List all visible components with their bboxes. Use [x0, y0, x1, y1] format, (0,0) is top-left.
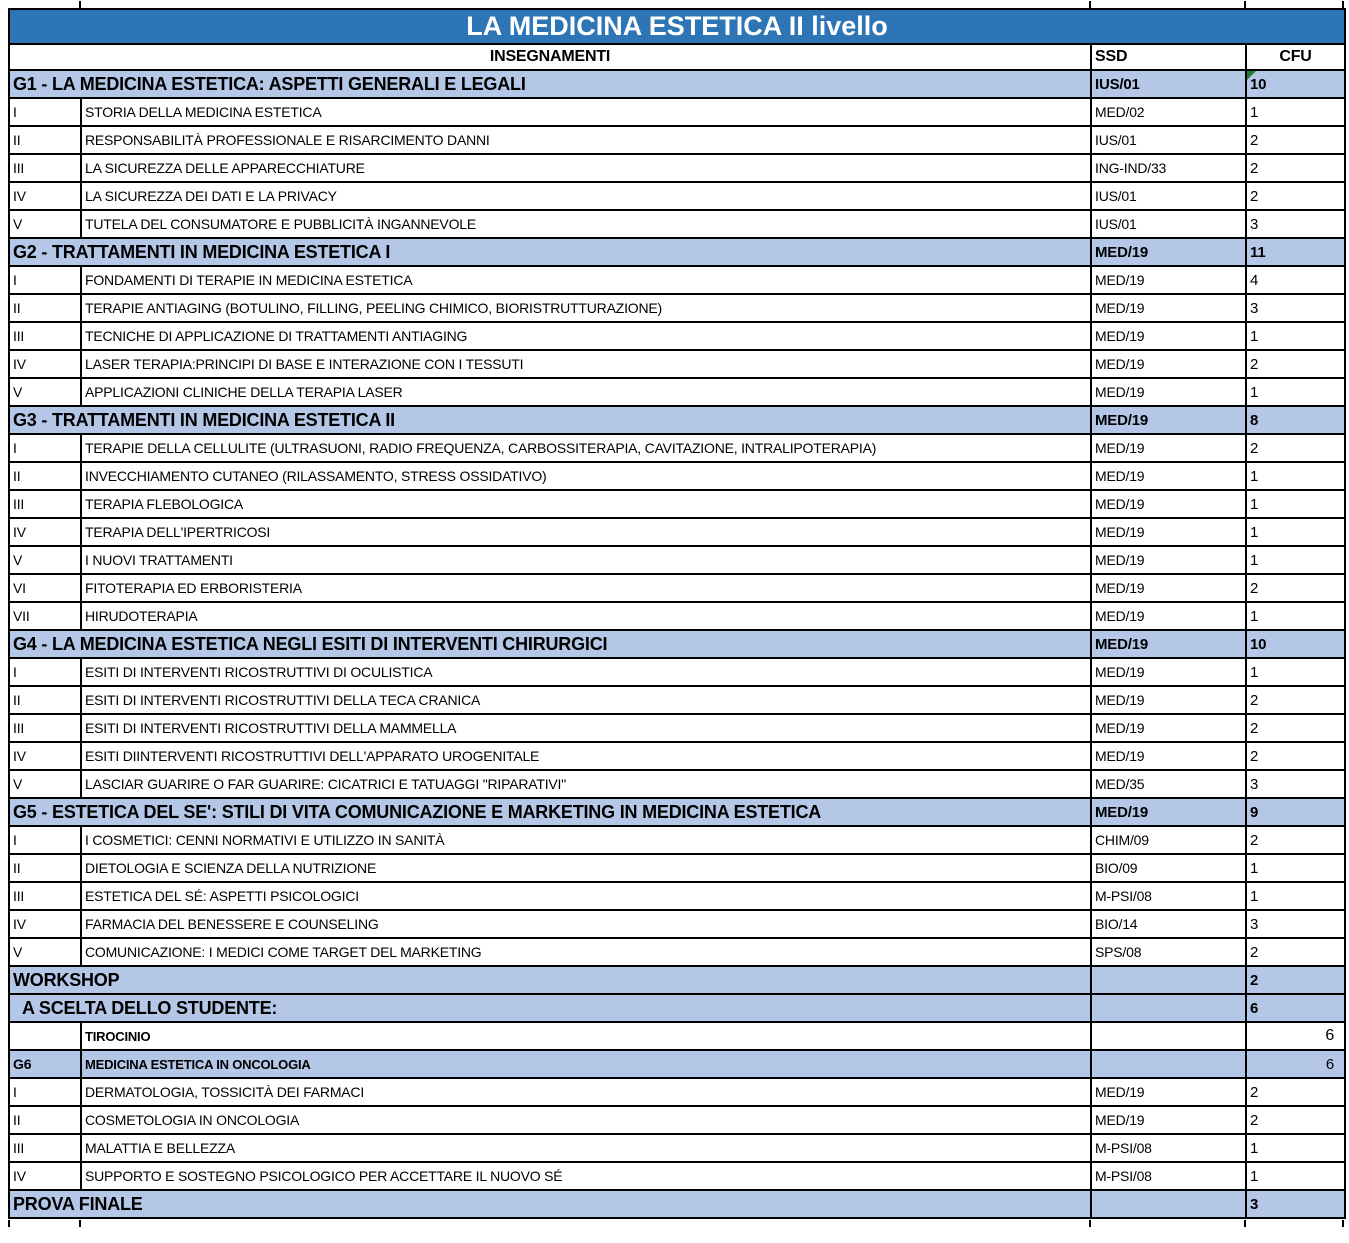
course-title: ESITI DI INTERVENTI RICOSTRUTTIVI DELLA MAMMELLA: [81, 714, 1091, 742]
cfu-value: 1: [1246, 1134, 1345, 1162]
course-title: INVECCHIAMENTO CUTANEO (RILASSAMENTO, STRESS OSSIDATIVO): [81, 462, 1091, 490]
row-number: I: [9, 266, 81, 294]
row-number: II: [9, 854, 81, 882]
cfu-value: 1: [1246, 546, 1345, 574]
cfu-value: 2: [1246, 938, 1345, 966]
row-number: IV: [9, 350, 81, 378]
gridline-tick: [1342, 1220, 1344, 1227]
cfu-value: 2: [1246, 350, 1345, 378]
cfu-value: 1: [1246, 602, 1345, 630]
cfu-value: 1: [1246, 490, 1345, 518]
course-row: [9, 826, 1345, 854]
ssd-value: [1091, 994, 1246, 1022]
ssd-value: M-PSI/08: [1091, 1162, 1246, 1190]
ssd-value: SPS/08: [1091, 938, 1246, 966]
cfu-value: 2: [1246, 574, 1345, 602]
cfu-value: 1: [1246, 658, 1345, 686]
cfu-value: 1: [1246, 462, 1345, 490]
section-row: [9, 1022, 1345, 1050]
cfu-value: 4: [1246, 266, 1345, 294]
section-row: [9, 966, 1345, 994]
course-row: [9, 854, 1345, 882]
course-row: [9, 658, 1345, 686]
gridline-tick: [1342, 1, 1344, 8]
ssd-value: IUS/01: [1091, 70, 1246, 98]
course-title: LASCIAR GUARIRE O FAR GUARIRE: CICATRICI E TATUAGGI "RIPARATIVI": [81, 770, 1091, 798]
bottom-gridline-ticks: [0, 1219, 1349, 1227]
ssd-value: IUS/01: [1091, 126, 1246, 154]
ssd-value: MED/19: [1091, 742, 1246, 770]
cfu-value: 1: [1246, 518, 1345, 546]
cfu-value: 10: [1246, 70, 1345, 98]
course-title: TERAPIA DELL'IPERTRICOSI: [81, 518, 1091, 546]
group-row-label: G1 - LA MEDICINA ESTETICA: ASPETTI GENERALI E LEGALI: [9, 70, 1091, 98]
section-row: [9, 70, 1345, 98]
cfu-value: 1: [1246, 378, 1345, 406]
row-number: III: [9, 882, 81, 910]
ssd-value: MED/02: [1091, 98, 1246, 126]
course-row: [9, 294, 1345, 322]
cfu-value: 1: [1246, 854, 1345, 882]
course-row: [9, 518, 1345, 546]
ssd-value: CHIM/09: [1091, 826, 1246, 854]
group-row-label: G2 - TRATTAMENTI IN MEDICINA ESTETICA I: [9, 238, 1091, 266]
course-row: [9, 1078, 1345, 1106]
course-row: [9, 686, 1345, 714]
ssd-value: M-PSI/08: [1091, 882, 1246, 910]
cfu-value: 3: [1246, 770, 1345, 798]
course-title: FONDAMENTI DI TERAPIE IN MEDICINA ESTETICA: [81, 266, 1091, 294]
course-row: [9, 154, 1345, 182]
section-row: [9, 1050, 1345, 1078]
course-title: TERAPIE ANTIAGING (BOTULINO, FILLING, PEELING CHIMICO, BIORISTRUTTURAZIONE): [81, 294, 1091, 322]
group-row-label: G3 - TRATTAMENTI IN MEDICINA ESTETICA II: [9, 406, 1091, 434]
course-row: [9, 1162, 1345, 1190]
ssd-value: MED/19: [1091, 350, 1246, 378]
cfu-value: 2: [1246, 826, 1345, 854]
row-number: II: [9, 126, 81, 154]
course-row: [9, 770, 1345, 798]
group-row-label: PROVA FINALE: [9, 1190, 1091, 1218]
section-row: [9, 1190, 1345, 1218]
ssd-value: MED/19: [1091, 714, 1246, 742]
row-number: V: [9, 378, 81, 406]
row-number: VI: [9, 574, 81, 602]
course-title: MALATTIA E BELLEZZA: [81, 1134, 1091, 1162]
group-row-label: A SCELTA DELLO STUDENTE:: [9, 994, 1091, 1022]
cfu-value: 2: [1246, 714, 1345, 742]
ssd-value: [1091, 1050, 1246, 1078]
ssd-value: ING-IND/33: [1091, 154, 1246, 182]
cfu-value: 2: [1246, 1106, 1345, 1134]
ssd-value: MED/19: [1091, 238, 1246, 266]
ssd-value: MED/19: [1091, 294, 1246, 322]
course-title: HIRUDOTERAPIA: [81, 602, 1091, 630]
cfu-value: 10: [1246, 630, 1345, 658]
course-title: COSMETOLOGIA IN ONCOLOGIA: [81, 1106, 1091, 1134]
row-number: II: [9, 294, 81, 322]
course-title: DERMATOLOGIA, TOSSICITÀ DEI FARMACI: [81, 1078, 1091, 1106]
course-row: [9, 910, 1345, 938]
row-number: I: [9, 434, 81, 462]
row-number: III: [9, 1134, 81, 1162]
course-title: SUPPORTO E SOSTEGNO PSICOLOGICO PER ACCETTARE IL NUOVO SÉ: [81, 1162, 1091, 1190]
gridline-tick: [79, 1220, 81, 1227]
cfu-value: 2: [1246, 966, 1345, 994]
ssd-value: MED/19: [1091, 798, 1246, 826]
course-row: [9, 210, 1345, 238]
section-row: [9, 630, 1345, 658]
cfu-value: 6: [1246, 994, 1345, 1022]
course-title: TERAPIA FLEBOLOGICA: [81, 490, 1091, 518]
ssd-value: MED/19: [1091, 490, 1246, 518]
course-title: ESITI DI INTERVENTI RICOSTRUTTIVI DELLA TECA CRANICA: [81, 686, 1091, 714]
row-number: III: [9, 714, 81, 742]
row-number: III: [9, 154, 81, 182]
column-header-row: [9, 44, 1345, 70]
cfu-value: 1: [1246, 98, 1345, 126]
row-number: IV: [9, 182, 81, 210]
ssd-value: MED/35: [1091, 770, 1246, 798]
ssd-value: IUS/01: [1091, 182, 1246, 210]
course-title: TUTELA DEL CONSUMATORE E PUBBLICITÀ INGANNEVOLE: [81, 210, 1091, 238]
course-title: FARMACIA DEL BENESSERE E COUNSELING: [81, 910, 1091, 938]
course-row: [9, 882, 1345, 910]
ssd-value: BIO/14: [1091, 910, 1246, 938]
ssd-value: [1091, 1022, 1246, 1050]
course-title: LA SICUREZZA DEI DATI E LA PRIVACY: [81, 182, 1091, 210]
gridline-tick: [1244, 1, 1246, 8]
course-title: TECNICHE DI APPLICAZIONE DI TRATTAMENTI ANTIAGING: [81, 322, 1091, 350]
ssd-value: MED/19: [1091, 574, 1246, 602]
row-number: II: [9, 462, 81, 490]
course-row: [9, 126, 1345, 154]
ssd-value: MED/19: [1091, 266, 1246, 294]
cfu-value: 2: [1246, 182, 1345, 210]
gridline-tick: [79, 1, 81, 8]
section-row: [9, 798, 1345, 826]
cfu-value: 3: [1246, 1190, 1345, 1218]
ssd-value: MED/19: [1091, 434, 1246, 462]
course-title: ESTETICA DEL SÉ: ASPETTI PSICOLOGICI: [81, 882, 1091, 910]
col-header-ssd: SSD: [1091, 44, 1246, 70]
ssd-value: MED/19: [1091, 518, 1246, 546]
cfu-value: 2: [1246, 686, 1345, 714]
row-number: IV: [9, 518, 81, 546]
ssd-value: MED/19: [1091, 546, 1246, 574]
ssd-value: IUS/01: [1091, 210, 1246, 238]
course-row: [9, 98, 1345, 126]
ssd-value: MED/19: [1091, 686, 1246, 714]
course-row: [9, 462, 1345, 490]
curriculum-table: [8, 8, 1346, 1219]
cfu-value: 1: [1246, 322, 1345, 350]
row-number: V: [9, 210, 81, 238]
title-row: [9, 9, 1345, 44]
ssd-value: MED/19: [1091, 658, 1246, 686]
cfu-value: 2: [1246, 742, 1345, 770]
row-number: I: [9, 1078, 81, 1106]
row-number: V: [9, 938, 81, 966]
course-title: ESITI DI INTERVENTI RICOSTRUTTIVI DI OCULISTICA: [81, 658, 1091, 686]
ssd-value: [1091, 1190, 1246, 1218]
group-row-label: MEDICINA ESTETICA IN ONCOLOGIA: [81, 1050, 1091, 1078]
row-number: II: [9, 1106, 81, 1134]
cfu-value: 1: [1246, 1162, 1345, 1190]
course-title: LASER TERAPIA:PRINCIPI DI BASE E INTERAZIONE CON I TESSUTI: [81, 350, 1091, 378]
row-number: I: [9, 826, 81, 854]
gridline-tick: [1244, 1220, 1246, 1227]
col-header-cfu: CFU: [1246, 44, 1345, 70]
course-title: I NUOVI TRATTAMENTI: [81, 546, 1091, 574]
course-title: TIROCINIO: [81, 1022, 1091, 1050]
page-title: LA MEDICINA ESTETICA II livello: [9, 9, 1345, 44]
group-row-label: G5 - ESTETICA DEL SE': STILI DI VITA COMUNICAZIONE E MARKETING IN MEDICINA ESTETICA: [9, 798, 1091, 826]
row-number: VII: [9, 602, 81, 630]
ssd-value: MED/19: [1091, 322, 1246, 350]
course-row: [9, 378, 1345, 406]
course-row: [9, 1134, 1345, 1162]
row-number: V: [9, 770, 81, 798]
course-row: [9, 434, 1345, 462]
course-title: LA SICUREZZA DELLE APPARECCHIATURE: [81, 154, 1091, 182]
course-row: [9, 490, 1345, 518]
course-row: [9, 938, 1345, 966]
section-row: [9, 238, 1345, 266]
row-number: [9, 1022, 81, 1050]
course-title: APPLICAZIONI CLINICHE DELLA TERAPIA LASER: [81, 378, 1091, 406]
section-row: [9, 406, 1345, 434]
cfu-value: 2: [1246, 126, 1345, 154]
cfu-value: 3: [1246, 210, 1345, 238]
gridline-tick: [1089, 1220, 1091, 1227]
course-row: [9, 714, 1345, 742]
ssd-value: MED/19: [1091, 406, 1246, 434]
row-number: IV: [9, 1162, 81, 1190]
course-row: [9, 182, 1345, 210]
row-number: III: [9, 490, 81, 518]
course-row: [9, 350, 1345, 378]
cfu-value: 1: [1246, 882, 1345, 910]
group-row-label: WORKSHOP: [9, 966, 1091, 994]
row-number: III: [9, 322, 81, 350]
cfu-value: 6: [1246, 1050, 1345, 1078]
course-row: [9, 322, 1345, 350]
course-title: ESITI DIINTERVENTI RICOSTRUTTIVI DELL'APPARATO UROGENITALE: [81, 742, 1091, 770]
ssd-value: MED/19: [1091, 1106, 1246, 1134]
course-row: [9, 602, 1345, 630]
ssd-value: MED/19: [1091, 630, 1246, 658]
course-title: RESPONSABILITÀ PROFESSIONALE E RISARCIMENTO DANNI: [81, 126, 1091, 154]
ssd-value: BIO/09: [1091, 854, 1246, 882]
row-number: G6: [9, 1050, 81, 1078]
error-flag-icon: [1247, 71, 1256, 80]
course-title: COMUNICAZIONE: I MEDICI COME TARGET DEL MARKETING: [81, 938, 1091, 966]
cfu-value: 2: [1246, 1078, 1345, 1106]
row-number: II: [9, 686, 81, 714]
gridline-tick: [1089, 1, 1091, 8]
course-row: [9, 574, 1345, 602]
row-number: IV: [9, 910, 81, 938]
ssd-value: MED/19: [1091, 462, 1246, 490]
cfu-value: 3: [1246, 294, 1345, 322]
cfu-value: 2: [1246, 434, 1345, 462]
cfu-value: 6: [1246, 1022, 1345, 1050]
row-number: IV: [9, 742, 81, 770]
course-title: FITOTERAPIA ED ERBORISTERIA: [81, 574, 1091, 602]
course-title: I COSMETICI: CENNI NORMATIVI E UTILIZZO IN SANITÀ: [81, 826, 1091, 854]
row-number: I: [9, 98, 81, 126]
row-number: I: [9, 658, 81, 686]
ssd-value: M-PSI/08: [1091, 1134, 1246, 1162]
section-row: [9, 994, 1345, 1022]
cfu-value: 11: [1246, 238, 1345, 266]
course-title: DIETOLOGIA E SCIENZA DELLA NUTRIZIONE: [81, 854, 1091, 882]
course-title: TERAPIE DELLA CELLULITE (ULTRASUONI, RADIO FREQUENZA, CARBOSSITERAPIA, CAVITAZIONE, INTRALIPOTERAPIA): [81, 434, 1091, 462]
ssd-value: MED/19: [1091, 602, 1246, 630]
ssd-value: MED/19: [1091, 378, 1246, 406]
course-row: [9, 266, 1345, 294]
ssd-value: [1091, 966, 1246, 994]
course-row: [9, 1106, 1345, 1134]
group-row-label: G4 - LA MEDICINA ESTETICA NEGLI ESITI DI INTERVENTI CHIRURGICI: [9, 630, 1091, 658]
course-title: STORIA DELLA MEDICINA ESTETICA: [81, 98, 1091, 126]
cfu-value: 2: [1246, 154, 1345, 182]
cfu-value: 8: [1246, 406, 1345, 434]
col-header-insegnamenti: INSEGNAMENTI: [9, 44, 1091, 70]
cfu-value: 3: [1246, 910, 1345, 938]
top-gridline-ticks: [0, 0, 1349, 8]
course-row: [9, 546, 1345, 574]
row-number: V: [9, 546, 81, 574]
gridline-tick: [8, 1220, 10, 1227]
ssd-value: MED/19: [1091, 1078, 1246, 1106]
course-row: [9, 742, 1345, 770]
cfu-value: 9: [1246, 798, 1345, 826]
